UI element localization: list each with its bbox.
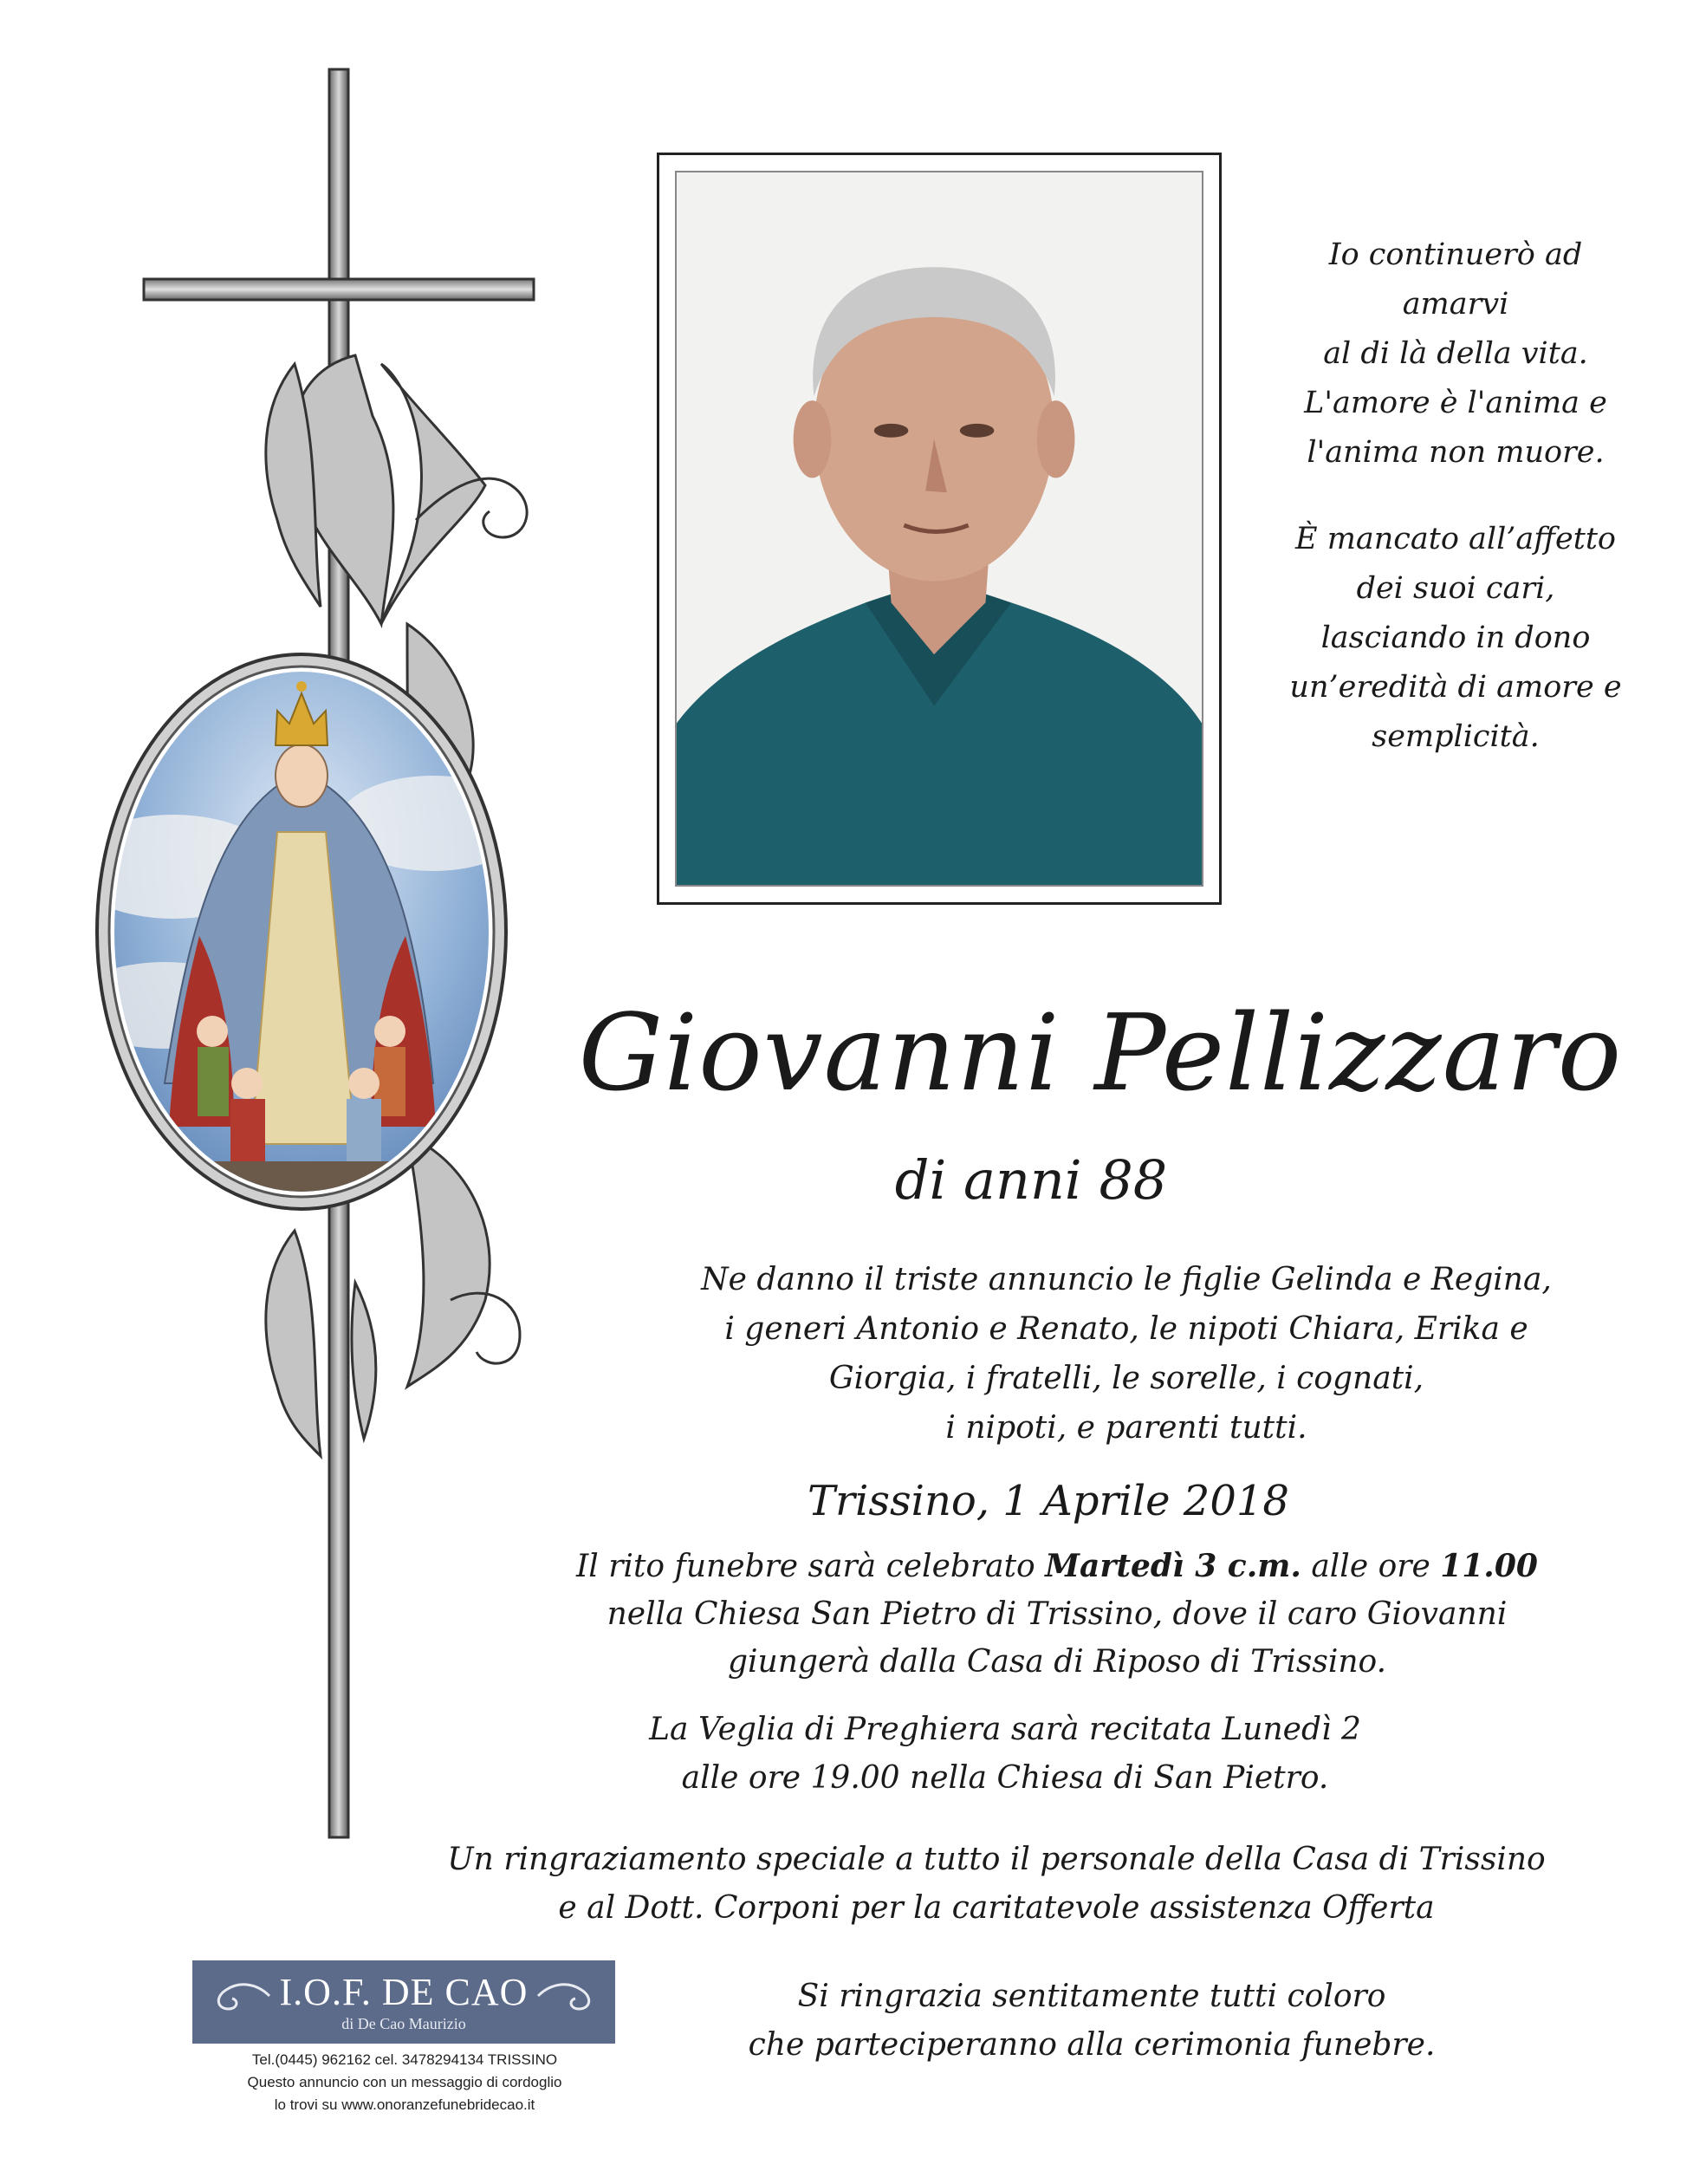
poem-line: l'anima non muore. (1307, 435, 1605, 470)
poem-line: L'amore è l'anima e (1304, 386, 1607, 420)
final-line: Si ringrazia sentitamente tutti coloro (797, 1979, 1386, 2014)
cross-ornament (0, 0, 607, 1907)
agency-owner: di De Cao Maurizio (341, 2015, 466, 2032)
dateline: Trissino, 1 Aprile 2018 (808, 1477, 1289, 1525)
poem-line: lasciando in dono (1320, 621, 1591, 655)
announcement (572, 1255, 1681, 1453)
poem-line: al di là della vita. (1323, 336, 1588, 371)
portrait-photo (675, 171, 1203, 887)
poem-stanza-2 (1256, 515, 1655, 762)
poem-line: dei suoi cari, (1356, 571, 1555, 606)
rite-line-3: giungerà dalla Casa di Riposo di Trissino. (727, 1644, 1387, 1680)
final-line: che parteciperanno alla cerimonia funebre. (748, 2027, 1436, 2063)
announcement-line: Ne danno il triste annuncio le figlie Gelinda e Regina, (701, 1262, 1552, 1297)
poem-line: È mancato all’affetto (1295, 522, 1616, 556)
announcement-line: i nipoti, e parenti tutti. (945, 1410, 1307, 1446)
rite-line-1: Il rito funebre sarà celebrato Martedì 3 c.m. alle ore 11.00 (576, 1548, 1538, 1584)
vigil (572, 1706, 1438, 1803)
funeral-rite (572, 1543, 1542, 1686)
deceased-name: Giovanni Pellizzaro (578, 991, 1623, 1115)
poem-line: amarvi (1402, 287, 1509, 322)
deceased-age: di anni 88 (894, 1148, 1168, 1212)
vigil-line: alle ore 19.00 nella Chiesa di San Pietro. (681, 1760, 1329, 1796)
portrait-frame (657, 153, 1222, 905)
poem-line: semplicità. (1372, 719, 1540, 754)
poem-stanza-1 (1256, 231, 1655, 478)
thanks-line: e al Dott. Corponi per la caritatevole assistenza Offerta (558, 1890, 1435, 1926)
agency-note-1: Questo annuncio con un messaggio di cordoglio (247, 2074, 562, 2090)
agency-note-2: lo trovi su www.onoranzefunebridecao.it (274, 2096, 535, 2113)
cross-horizontal-bar (144, 279, 534, 300)
rite-line-2: nella Chiesa San Pietro di Trissino, dove il caro Giovanni (607, 1596, 1508, 1632)
final-thanks (658, 1973, 1525, 2070)
announcement-line: Giorgia, i fratelli, le sorelle, i cognati, (828, 1361, 1424, 1396)
vigil-line: La Veglia di Preghiera sarà recitata Lunedì 2 (649, 1712, 1361, 1747)
rite-day: Martedì 3 c.m. (1045, 1548, 1301, 1584)
agency-name: I.O.F. DE CAO (279, 1971, 529, 2013)
announcement-line: i generi Antonio e Renato, le nipoti Chiara, Erika e (724, 1311, 1528, 1347)
agency-contact: Tel.(0445) 962162 cel. 3478294134 TRISSINO (251, 2051, 558, 2068)
portrait-icon (677, 172, 1202, 885)
poem-line: Io continuerò ad (1328, 237, 1583, 272)
thanks-line: Un ringraziamento speciale a tutto il personale della Casa di Trissino (447, 1842, 1546, 1877)
agency-logo (192, 1960, 615, 2044)
thanks (433, 1836, 1560, 1933)
poem-line: un’eredità di amore e (1289, 670, 1622, 705)
rite-time: 11.00 (1440, 1548, 1538, 1584)
